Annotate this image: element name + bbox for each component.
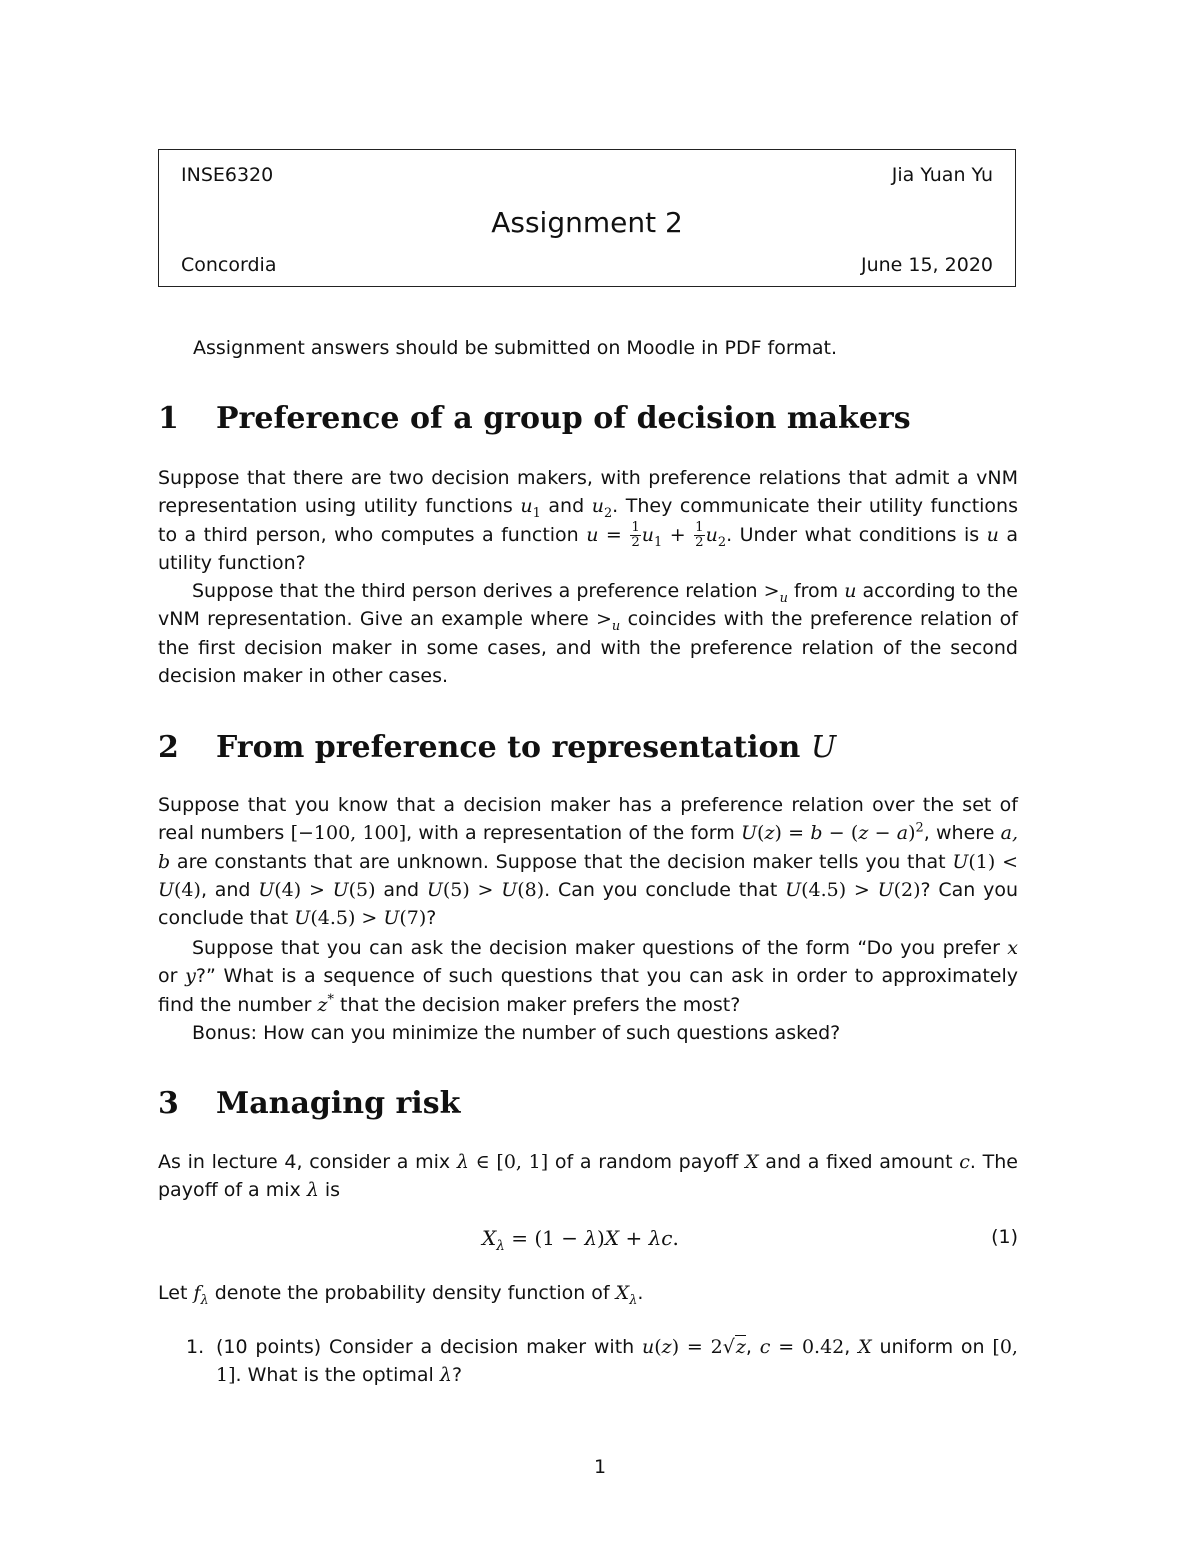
- section-1-number: 1: [158, 401, 179, 436]
- section-3-heading: [158, 1086, 1018, 1121]
- section-1-paragraph-1: Suppose that there are two decision makers, with preference relations that admit a vNM representation using utility functions $u_1$ and $u_2$. They communicate their utility functions to a third person, who computes a function u = $\frac{1}{2}$ $u_1$ + $\frac{1}{2}$ $u_2$. Under what conditions is u a utility function?: [158, 467, 1018, 574]
- list-item-number: 1.: [186, 1336, 205, 1358]
- section-2-heading: [158, 730, 1018, 765]
- page-number: 1: [593, 1456, 607, 1478]
- section-2-bonus: Bonus: How can you minimize the number of such questions asked?: [192, 1022, 841, 1044]
- course-code: INSE6320: [181, 164, 274, 186]
- section-3-paragraph-2: Let $f_\lambda$ denote the probability density function of $X_\lambda$.: [158, 1282, 644, 1308]
- section-2-title: From preference to representation: [216, 730, 801, 765]
- section-3-title: Managing risk: [216, 1086, 461, 1121]
- section-1-paragraph-2: Suppose that the third person derives a preference relation $>_u$ from u according to the vNM representation. Give an example where $>_u$ coincides with the preference relation of the first decision maker in some cases, and with the preference relation of the second decision maker in other cases.: [158, 580, 1018, 687]
- assignment-header-box: [158, 149, 1016, 287]
- document-title: Assignment 2: [491, 206, 683, 239]
- list-item-text: (10 points) Consider a decision maker with u(z) = 2√z, c = 0.42, X uniform on [0, 1]. What is the optimal λ?: [216, 1336, 1018, 1387]
- section-2-paragraph-2: Suppose that you can ask the decision maker questions of the form “Do you prefer x or y?” What is a sequence of such questions that you can ask in order to approximately find the number z* that the decision maker prefers the most?: [158, 937, 1018, 1016]
- equation-1-number: (1): [991, 1226, 1018, 1248]
- question-list-item-1: [186, 1333, 1018, 1390]
- document-date: June 15, 2020: [860, 254, 993, 276]
- equation-1-body: $X_\lambda = (1 - \lambda)X + \lambda c$.: [482, 1226, 679, 1254]
- section-2-paragraph-1: Suppose that you know that a decision maker has a preference relation over the set of real numbers [−100, 100], with a representation of the form $U(z) = b - (z - a)^2$, where a, b are constants that are unknown. Suppose that the decision maker tells you that U(1) < U(4), and U(4) > U(5) and U(5) > U(8). Can you conclude that U(4.5) > U(2)? Can you conclude that U(4.5) > U(7)?: [158, 794, 1019, 930]
- submission-note: Assignment answers should be submitted on Moodle in PDF format.: [193, 337, 837, 359]
- institution: Concordia: [181, 254, 277, 276]
- section-1-title: Preference of a group of decision makers: [216, 401, 911, 436]
- section-2-title-symbol: U: [810, 730, 837, 765]
- section-3-paragraph-1: As in lecture 4, consider a mix λ ∈ [0, 1] of a random payoff X and a fixed amount c. The payoff of a mix λ is: [158, 1151, 1018, 1202]
- section-3-number: 3: [158, 1086, 179, 1121]
- author-name: Jia Yuan Yu: [891, 164, 993, 186]
- section-1-heading: [158, 401, 1018, 436]
- section-2-number: 2: [158, 730, 179, 765]
